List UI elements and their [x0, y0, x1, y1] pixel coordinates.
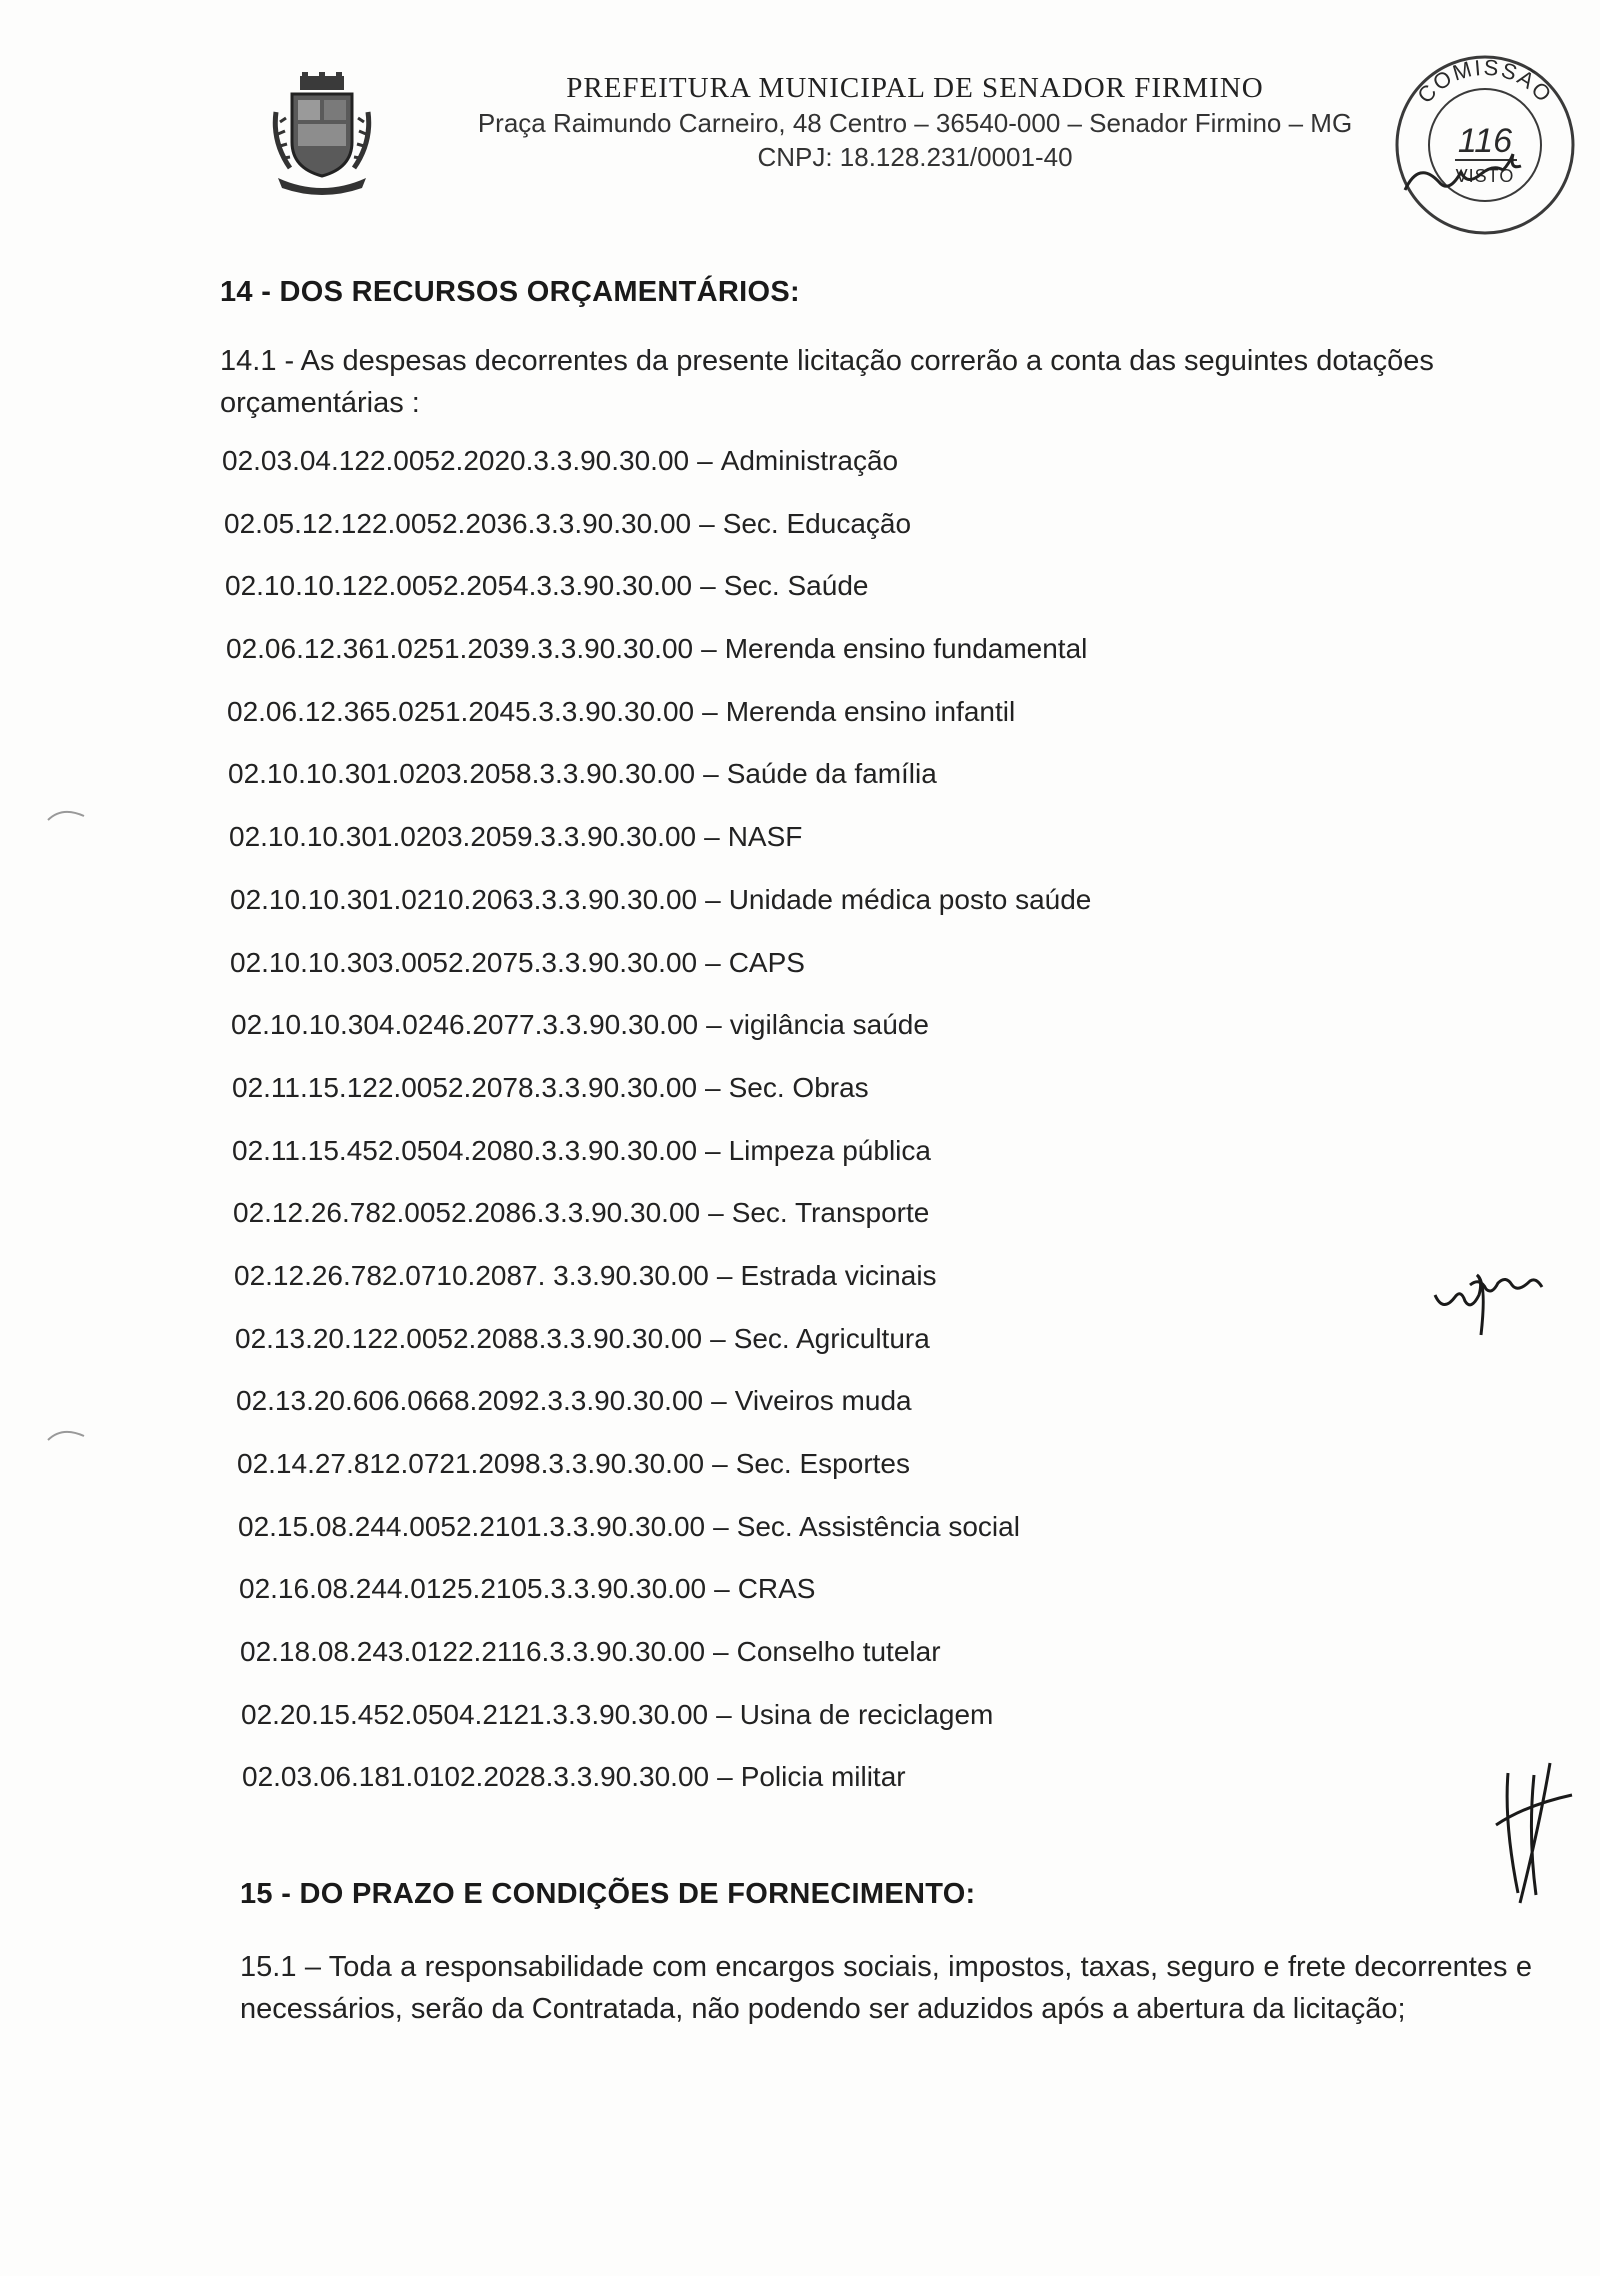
budget-allocation-item [222, 1072, 1222, 1135]
budget-allocation-item [222, 1009, 1222, 1072]
allocation-separator: – [705, 883, 721, 915]
budget-allocation-item [222, 1448, 1222, 1511]
allocation-code: 02.06.12.361.0251.2039.3.3.90.30.00 [226, 633, 694, 665]
section-14-title: 14 - DOS RECURSOS ORÇAMENTÁRIOS: [220, 276, 800, 308]
stamp-top-text: COMISSÃO [1412, 54, 1558, 109]
allocation-code: 02.20.15.452.0504.2121.3.3.90.30.00 [241, 1698, 709, 1730]
section-15-title: 15 - DO PRAZO E CONDIÇÕES DE FORNECIMENTO: [240, 1878, 976, 1910]
allocation-code: 02.10.10.304.0246.2077.3.3.90.30.00 [231, 1009, 699, 1041]
budget-allocation-item [222, 1323, 1222, 1386]
allocation-description: Merenda ensino infantil [725, 695, 1016, 727]
allocation-description: Saúde da família [726, 758, 937, 790]
budget-allocation-item [222, 696, 1222, 759]
allocation-separator: – [704, 821, 720, 853]
budget-allocation-item [222, 758, 1222, 821]
allocation-separator: – [700, 570, 716, 602]
allocation-separator: – [703, 758, 719, 790]
budget-allocation-item [222, 570, 1222, 633]
handwritten-initials [1490, 1755, 1580, 1915]
allocation-description: Conselho tutelar [736, 1636, 941, 1668]
allocation-description: Sec. Obras [728, 1071, 869, 1103]
allocation-separator: – [706, 1009, 722, 1041]
allocation-code: 02.03.04.122.0052.2020.3.3.90.30.00 [222, 445, 690, 476]
municipality-cnpj: CNPJ: 18.128.231/0001-40 [757, 142, 1073, 172]
allocation-separator: – [716, 1259, 733, 1291]
allocation-description: CRAS [737, 1573, 816, 1605]
allocation-code: 02.12.26.782.0052.2086.3.3.90.30.00 [233, 1197, 701, 1229]
allocation-separator: – [705, 1071, 721, 1103]
budget-allocation-item [222, 1197, 1222, 1260]
allocation-separator: – [710, 1322, 726, 1354]
allocation-description: Unidade médica posto saúde [728, 883, 1092, 915]
allocation-code: 02.10.10.301.0203.2058.3.3.90.30.00 [228, 758, 696, 790]
allocation-code: 02.10.10.301.0210.2063.3.3.90.30.00 [230, 883, 698, 915]
allocation-description: Usina de reciclagem [739, 1698, 994, 1730]
letterhead [400, 70, 1430, 174]
allocation-description: Estrada vicinais [740, 1259, 937, 1291]
allocation-separator: – [702, 695, 718, 727]
allocation-code: 02.05.12.122.0052.2036.3.3.90.30.00 [224, 507, 692, 539]
allocation-separator: – [705, 946, 721, 978]
allocation-separator: – [717, 1761, 733, 1793]
allocation-code: 02.13.20.122.0052.2088.3.3.90.30.00 [235, 1322, 703, 1354]
allocation-description: Sec. Esportes [735, 1448, 910, 1479]
budget-allocations-list [222, 445, 1222, 1824]
budget-allocation-item [222, 1260, 1222, 1323]
svg-text:COMISSÃO [1412, 55, 1557, 108]
budget-allocation-item [222, 1573, 1222, 1636]
municipal-crest-icon [270, 72, 374, 196]
allocation-code: 02.03.06.181.0102.2028.3.3.90.30.00 [242, 1761, 710, 1793]
allocation-code: 02.10.10.301.0203.2059.3.3.90.30.00 [229, 821, 697, 853]
budget-allocation-item [222, 1636, 1222, 1699]
allocation-description: Administração [720, 445, 899, 476]
allocation-separator: – [711, 1385, 727, 1417]
allocation-separator: – [713, 1636, 729, 1668]
budget-allocation-item [222, 1761, 1222, 1824]
allocation-description: Sec. Saúde [723, 570, 869, 602]
allocation-code: 02.15.08.244.0052.2101.3.3.90.30.00 [238, 1510, 706, 1542]
allocation-separator: – [713, 1510, 729, 1542]
section-14-intro: 14.1 - As despesas decorrentes da presente licitação correrão a conta das seguintes dotações orçamentárias : [220, 345, 1434, 419]
allocation-code: 02.11.15.122.0052.2078.3.3.90.30.00 [232, 1071, 698, 1103]
allocation-code: 02.14.27.812.0721.2098.3.3.90.30.00 [237, 1448, 705, 1479]
allocation-description: Sec. Assistência social [736, 1510, 1020, 1542]
allocation-description: Merenda ensino fundamental [724, 633, 1088, 665]
budget-allocation-item [222, 1135, 1222, 1198]
stamp-page-number: 116 [1457, 122, 1513, 160]
budget-allocation-item [222, 947, 1222, 1010]
allocation-code: 02.10.10.303.0052.2075.3.3.90.30.00 [230, 946, 698, 978]
allocation-separator: – [712, 1448, 728, 1479]
allocation-description: Limpeza pública [728, 1134, 931, 1166]
allocation-code: 02.16.08.244.0125.2105.3.3.90.30.00 [239, 1573, 707, 1605]
municipality-address: Praça Raimundo Carneiro, 48 Centro – 36540-000 – Senador Firmino – MG [477, 108, 1353, 138]
allocation-code: 02.12.26.782.0710.2087. 3.3.90.30.00 [234, 1259, 709, 1291]
margin-mark [44, 800, 94, 830]
allocation-description: Sec. Agricultura [733, 1322, 930, 1354]
budget-allocation-item [222, 445, 1222, 508]
stamp-bottom-text: VISTO [1455, 166, 1515, 186]
allocation-description: vigilância saúde [729, 1009, 929, 1041]
budget-allocation-item [222, 1385, 1222, 1448]
budget-allocation-item [222, 1699, 1222, 1762]
allocation-separator: – [697, 445, 713, 476]
allocation-separator: – [714, 1573, 730, 1605]
allocation-separator: – [699, 507, 715, 539]
municipality-title: PREFEITURA MUNICIPAL DE SENADOR FIRMINO [566, 72, 1264, 104]
handwritten-rubric [1430, 1240, 1570, 1340]
allocation-code: 02.13.20.606.0668.2092.3.3.90.30.00 [236, 1385, 704, 1417]
allocation-description: NASF [727, 821, 803, 853]
allocation-description: Sec. Educação [722, 507, 912, 539]
allocation-description: Sec. Transporte [731, 1197, 930, 1229]
allocation-description: Viveiros muda [734, 1385, 912, 1417]
allocation-separator: – [701, 633, 717, 665]
margin-mark [44, 1420, 94, 1450]
allocation-description: CAPS [728, 946, 805, 978]
budget-allocation-item [222, 633, 1222, 696]
commission-stamp [1385, 50, 1585, 240]
allocation-separator: – [716, 1698, 732, 1730]
allocation-code: 02.11.15.452.0504.2080.3.3.90.30.00 [232, 1134, 698, 1166]
allocation-code: 02.18.08.243.0122.2116.3.3.90.30.00 [240, 1636, 706, 1668]
allocation-separator: – [705, 1134, 721, 1166]
budget-allocation-item [222, 508, 1222, 571]
allocation-code: 02.10.10.122.0052.2054.3.3.90.30.00 [225, 570, 693, 602]
allocation-separator: – [708, 1197, 724, 1229]
allocation-description: Policia militar [740, 1761, 906, 1793]
budget-allocation-item [222, 1511, 1222, 1574]
budget-allocation-item [222, 821, 1222, 884]
allocation-code: 02.06.12.365.0251.2045.3.3.90.30.00 [227, 695, 695, 727]
section-15-clause: 15.1 – Toda a responsabilidade com encargos sociais, impostos, taxas, seguro e frete decorrentes e necessários, serão da Contratada, não podendo ser aduzidos após a abertura da licitação; [240, 1951, 1532, 2025]
budget-allocation-item [222, 884, 1222, 947]
